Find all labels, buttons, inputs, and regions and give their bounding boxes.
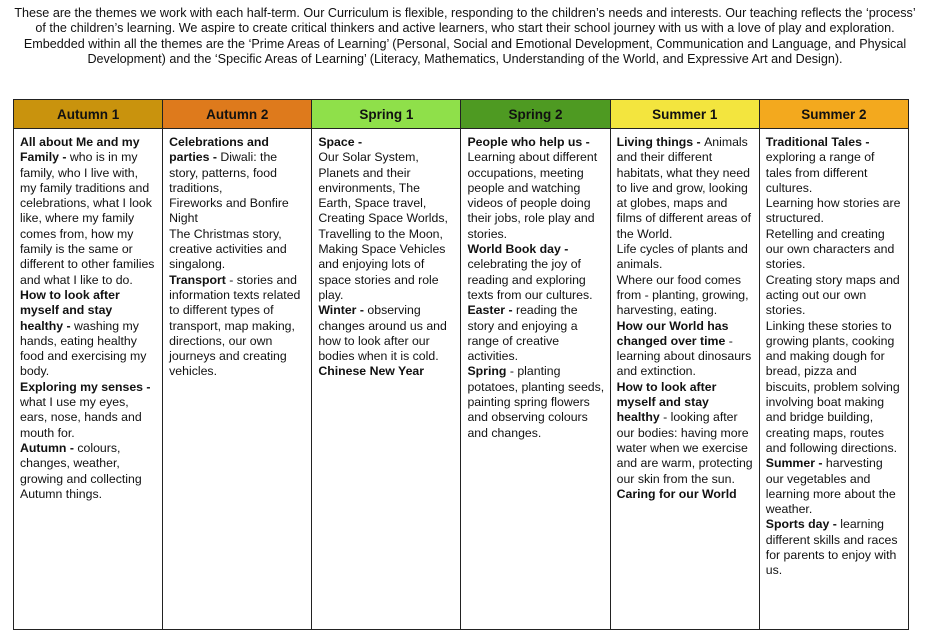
topic-description: Our Solar System, Planets and their environments, The Earth, Space travel, Creating Space Worlds, Travelling to the Moon, Making Space Vehicles and enjoying lots of space stories and role play. bbox=[318, 150, 448, 302]
topic-description: - planting potatoes, planting seeds, painting spring flowers and observing colours and changes. bbox=[467, 364, 605, 440]
header-autumn-2: Autumn 2 bbox=[163, 100, 312, 129]
topic-description: Life cycles of plants and animals. bbox=[616, 242, 748, 272]
topic-description: - looking after our bodies: having more water when we exercise and are warm, protecting our skin from the sun. bbox=[616, 410, 753, 486]
topic-description: The Christmas story, creative activities and singalong. bbox=[169, 226, 287, 272]
intro-paragraph: These are the themes we work with each half-term. Our Curriculum is flexible, responding to the children’s needs and interests. Our teaching reflects the ‘process’ of the children’s learning. We aspire to create critical thinkers and active learners, who start their school journey with us with a love of play and exploration. Embedded within all the themes are the ‘Prime Areas of Learning’ (Personal, Social and Emotional Development, Communication and Language, and Physical Development) and the ‘Specific Areas of Learning’ (Literacy, Mathematics, Understanding of the World, and Expressive Art and Design). bbox=[14, 6, 916, 67]
topic-paragraph bbox=[467, 242, 604, 303]
topic-paragraph bbox=[766, 319, 903, 457]
topic-heading: Living things - bbox=[616, 135, 705, 149]
topic-description: Learning about different occupations, meeting people and watching videos of people doing their jobs, role play and stories. bbox=[467, 150, 598, 241]
cell-autumn-2 bbox=[163, 129, 312, 630]
topic-paragraph bbox=[766, 135, 903, 196]
topic-heading: Easter - bbox=[467, 303, 516, 318]
topic-paragraph bbox=[617, 380, 754, 487]
header-row bbox=[14, 100, 909, 129]
header-summer-2: Summer 2 bbox=[759, 100, 908, 129]
topic-heading: Traditional Tales - bbox=[765, 135, 870, 149]
topic-paragraph bbox=[766, 196, 903, 227]
cell-spring-2 bbox=[461, 129, 610, 630]
topic-paragraph bbox=[617, 273, 754, 319]
topic-paragraph bbox=[318, 150, 455, 303]
topic-heading: Summer - bbox=[765, 456, 826, 471]
header-autumn-1: Autumn 1 bbox=[14, 100, 163, 129]
cell-summer-2 bbox=[759, 129, 908, 630]
topic-description: - stories and information texts related to different types of transport, map making, directions, our own journeys and creating vehicles. bbox=[169, 272, 301, 379]
topic-heading: How to look after myself and stay healthy bbox=[616, 379, 717, 425]
topic-heading: How our World has changed over time bbox=[616, 318, 729, 348]
content-row bbox=[14, 129, 909, 630]
topic-paragraph bbox=[169, 196, 306, 227]
cell-summer-1 bbox=[610, 129, 759, 630]
curriculum-table bbox=[13, 99, 909, 630]
topic-description: learning different skills and races for parents to enjoy with us. bbox=[765, 517, 898, 578]
topic-paragraph bbox=[766, 456, 903, 517]
topic-paragraph bbox=[20, 288, 157, 380]
topic-description: Linking these stories to growing plants, cooking and making dough for bread, pizza and biscuits, problem solving involving boat making and bridge building, creating maps, routes and following directions. bbox=[765, 318, 900, 455]
topic-description: washing my hands, eating healthy food and exercising my body. bbox=[20, 318, 147, 379]
topic-heading: How to look after myself and stay healthy - bbox=[20, 287, 120, 333]
topic-description: harvesting our vegetables and learning more about the weather. bbox=[765, 456, 896, 517]
topic-heading: Autumn - bbox=[20, 440, 78, 455]
topic-paragraph bbox=[169, 135, 306, 196]
topic-paragraph bbox=[467, 364, 604, 440]
topic-description: Retelling and creating our own characters and stories. bbox=[765, 226, 895, 272]
topic-description: Creating story maps and acting out our own stories. bbox=[765, 272, 900, 318]
topic-heading: Winter - bbox=[318, 303, 368, 318]
topic-heading: Celebrations and parties - bbox=[169, 135, 269, 165]
topic-paragraph bbox=[20, 135, 157, 288]
cell-autumn-1 bbox=[14, 129, 163, 630]
topic-paragraph bbox=[617, 135, 754, 242]
topic-heading: Transport bbox=[169, 272, 230, 287]
topic-heading: World Book day - bbox=[467, 242, 569, 257]
topic-description: who is in my family, who I live with, my family traditions and celebrations, what I look like, where my family comes from, how my family is the same or different to other families and what I like to do. bbox=[20, 150, 155, 287]
topic-description: Diwali: the story, patterns, food traditions, bbox=[169, 150, 278, 195]
topic-description: celebrating the joy of reading and exploring texts from our cultures. bbox=[467, 257, 593, 302]
topic-paragraph bbox=[617, 242, 754, 273]
header-summer-1: Summer 1 bbox=[610, 100, 759, 129]
topic-description: colours, changes, weather, growing and collecting Autumn things. bbox=[20, 440, 142, 501]
topic-paragraph bbox=[766, 227, 903, 273]
topic-paragraph bbox=[20, 380, 157, 441]
topic-paragraph bbox=[467, 135, 604, 242]
topic-heading: People who help us - bbox=[467, 135, 590, 149]
topic-heading: Space - bbox=[318, 135, 363, 149]
topic-paragraph bbox=[318, 303, 455, 364]
topic-description: Animals and their different habitats, what they need to live and grow, looking at globes, maps and films of different areas of the World. bbox=[616, 135, 752, 241]
topic-description: observing changes around us and how to look after our bodies when it is cold. bbox=[318, 303, 447, 364]
topic-paragraph bbox=[169, 227, 306, 273]
topic-heading: Chinese New Year bbox=[318, 364, 425, 379]
topic-paragraph bbox=[20, 441, 157, 502]
topic-paragraph bbox=[617, 319, 754, 380]
topic-heading: All about Me and my Family - bbox=[20, 135, 140, 165]
topic-paragraph bbox=[318, 364, 455, 379]
topic-description: Fireworks and Bonfire Night bbox=[169, 196, 289, 226]
topic-description: - learning about dinosaurs and extinction. bbox=[616, 333, 752, 379]
topic-paragraph bbox=[467, 303, 604, 364]
topic-heading: Caring for our World bbox=[616, 486, 737, 501]
topic-description: reading the story and enjoying a range of creative activities. bbox=[467, 303, 578, 364]
cell-spring-1 bbox=[312, 129, 461, 630]
header-spring-2: Spring 2 bbox=[461, 100, 610, 129]
topic-description: Learning how stories are structured. bbox=[765, 196, 901, 226]
topic-paragraph bbox=[318, 135, 455, 150]
topic-paragraph bbox=[169, 273, 306, 380]
topic-description: exploring a range of tales from different cultures. bbox=[765, 150, 875, 195]
topic-paragraph bbox=[766, 273, 903, 319]
header-spring-1: Spring 1 bbox=[312, 100, 461, 129]
topic-description: Where our food comes from - planting, growing, harvesting, eating. bbox=[616, 272, 749, 318]
topic-description: what I use my eyes, ears, nose, hands and mouth for. bbox=[20, 395, 142, 440]
topic-paragraph bbox=[617, 487, 754, 502]
topic-heading: Exploring my senses - bbox=[20, 379, 151, 394]
topic-heading: Sports day - bbox=[765, 517, 841, 532]
topic-heading: Spring bbox=[467, 364, 510, 379]
topic-paragraph bbox=[766, 517, 903, 578]
